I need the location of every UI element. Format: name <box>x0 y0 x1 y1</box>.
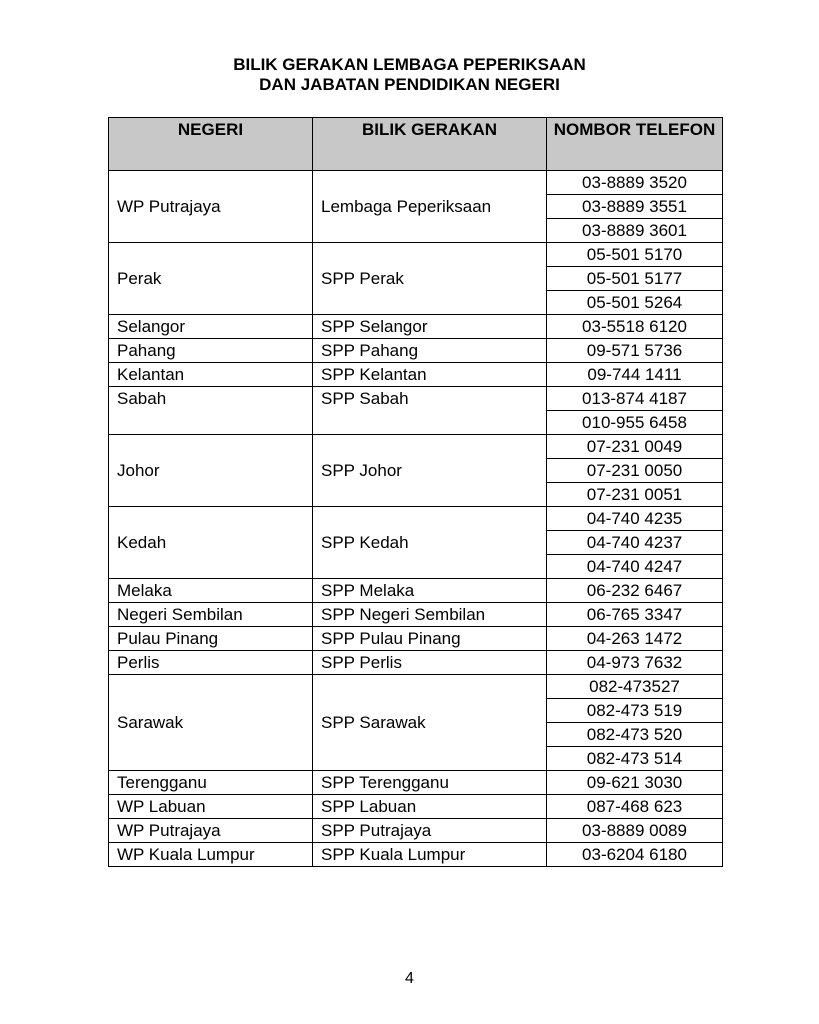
page-number: 4 <box>405 970 414 987</box>
cell-nombor-telefon: 04-740 4237 <box>547 531 723 555</box>
cell-nombor-telefon: 082-473 520 <box>547 723 723 747</box>
cell-negeri: Perlis <box>109 651 313 675</box>
cell-negeri: WP Kuala Lumpur <box>109 843 313 867</box>
cell-nombor-telefon: 04-973 7632 <box>547 651 723 675</box>
table-row <box>109 675 723 699</box>
cell-negeri: WP Putrajaya <box>109 819 313 843</box>
operations-room-contact-table <box>108 117 723 867</box>
table-row <box>109 243 723 267</box>
table-row <box>109 435 723 459</box>
cell-negeri: Sarawak <box>109 675 313 771</box>
cell-nombor-telefon: 09-744 1411 <box>547 363 723 387</box>
cell-bilik-gerakan: SPP Putrajaya <box>313 819 547 843</box>
table-row <box>109 507 723 531</box>
cell-negeri: Perak <box>109 243 313 315</box>
cell-nombor-telefon: 087-468 623 <box>547 795 723 819</box>
cell-nombor-telefon: 03-8889 3520 <box>547 171 723 195</box>
cell-negeri: Johor <box>109 435 313 507</box>
cell-nombor-telefon: 03-8889 3551 <box>547 195 723 219</box>
cell-nombor-telefon: 05-501 5177 <box>547 267 723 291</box>
cell-nombor-telefon: 05-501 5264 <box>547 291 723 315</box>
table-row <box>109 315 723 339</box>
cell-negeri: Pahang <box>109 339 313 363</box>
cell-negeri: Terengganu <box>109 771 313 795</box>
cell-bilik-gerakan: SPP Kuala Lumpur <box>313 843 547 867</box>
cell-nombor-telefon: 03-8889 0089 <box>547 819 723 843</box>
cell-nombor-telefon: 09-621 3030 <box>547 771 723 795</box>
table-body <box>109 171 723 867</box>
document-title-line-2: DAN JABATAN PENDIDIKAN NEGERI <box>259 75 560 94</box>
table-row <box>109 579 723 603</box>
table-row <box>109 627 723 651</box>
cell-nombor-telefon: 04-263 1472 <box>547 627 723 651</box>
table-row <box>109 339 723 363</box>
cell-bilik-gerakan: Lembaga Peperiksaan <box>313 171 547 243</box>
table-row <box>109 795 723 819</box>
cell-nombor-telefon: 05-501 5170 <box>547 243 723 267</box>
cell-bilik-gerakan: SPP Kelantan <box>313 363 547 387</box>
cell-bilik-gerakan: SPP Sarawak <box>313 675 547 771</box>
cell-bilik-gerakan: SPP Kedah <box>313 507 547 579</box>
table-row <box>109 363 723 387</box>
table-row <box>109 771 723 795</box>
cell-negeri: Sabah <box>109 387 313 435</box>
cell-nombor-telefon: 04-740 4235 <box>547 507 723 531</box>
cell-nombor-telefon: 06-232 6467 <box>547 579 723 603</box>
cell-nombor-telefon: 03-6204 6180 <box>547 843 723 867</box>
cell-nombor-telefon: 082-473 514 <box>547 747 723 771</box>
cell-nombor-telefon: 03-5518 6120 <box>547 315 723 339</box>
table-row <box>109 171 723 195</box>
cell-nombor-telefon: 07-231 0049 <box>547 435 723 459</box>
cell-negeri: Negeri Sembilan <box>109 603 313 627</box>
cell-negeri: Selangor <box>109 315 313 339</box>
cell-negeri: Kelantan <box>109 363 313 387</box>
cell-bilik-gerakan: SPP Pahang <box>313 339 547 363</box>
cell-bilik-gerakan: SPP Sabah <box>313 387 547 435</box>
cell-negeri: Pulau Pinang <box>109 627 313 651</box>
cell-negeri: Kedah <box>109 507 313 579</box>
cell-nombor-telefon: 09-571 5736 <box>547 339 723 363</box>
table-row <box>109 843 723 867</box>
cell-nombor-telefon: 03-8889 3601 <box>547 219 723 243</box>
column-header-bilik-gerakan: BILIK GERAKAN <box>313 118 547 171</box>
cell-nombor-telefon: 082-473527 <box>547 675 723 699</box>
cell-negeri: Melaka <box>109 579 313 603</box>
cell-bilik-gerakan: SPP Selangor <box>313 315 547 339</box>
cell-bilik-gerakan: SPP Johor <box>313 435 547 507</box>
table-row <box>109 387 723 411</box>
cell-bilik-gerakan: SPP Negeri Sembilan <box>313 603 547 627</box>
cell-nombor-telefon: 07-231 0050 <box>547 459 723 483</box>
cell-bilik-gerakan: SPP Perlis <box>313 651 547 675</box>
column-header-negeri: NEGERI <box>109 118 313 171</box>
cell-nombor-telefon: 07-231 0051 <box>547 483 723 507</box>
cell-nombor-telefon: 013-874 4187 <box>547 387 723 411</box>
table-row <box>109 603 723 627</box>
cell-nombor-telefon: 082-473 519 <box>547 699 723 723</box>
cell-nombor-telefon: 06-765 3347 <box>547 603 723 627</box>
cell-nombor-telefon: 010-955 6458 <box>547 411 723 435</box>
cell-negeri: WP Labuan <box>109 795 313 819</box>
cell-negeri: WP Putrajaya <box>109 171 313 243</box>
table-row <box>109 819 723 843</box>
cell-bilik-gerakan: SPP Perak <box>313 243 547 315</box>
document-title-line-1: BILIK GERAKAN LEMBAGA PEPERIKSAAN <box>233 55 586 74</box>
cell-nombor-telefon: 04-740 4247 <box>547 555 723 579</box>
cell-bilik-gerakan: SPP Melaka <box>313 579 547 603</box>
table-header-row <box>109 118 723 171</box>
cell-bilik-gerakan: SPP Terengganu <box>313 771 547 795</box>
cell-bilik-gerakan: SPP Pulau Pinang <box>313 627 547 651</box>
table-row <box>109 651 723 675</box>
column-header-nombor-telefon: NOMBOR TELEFON <box>547 118 723 171</box>
cell-bilik-gerakan: SPP Labuan <box>313 795 547 819</box>
